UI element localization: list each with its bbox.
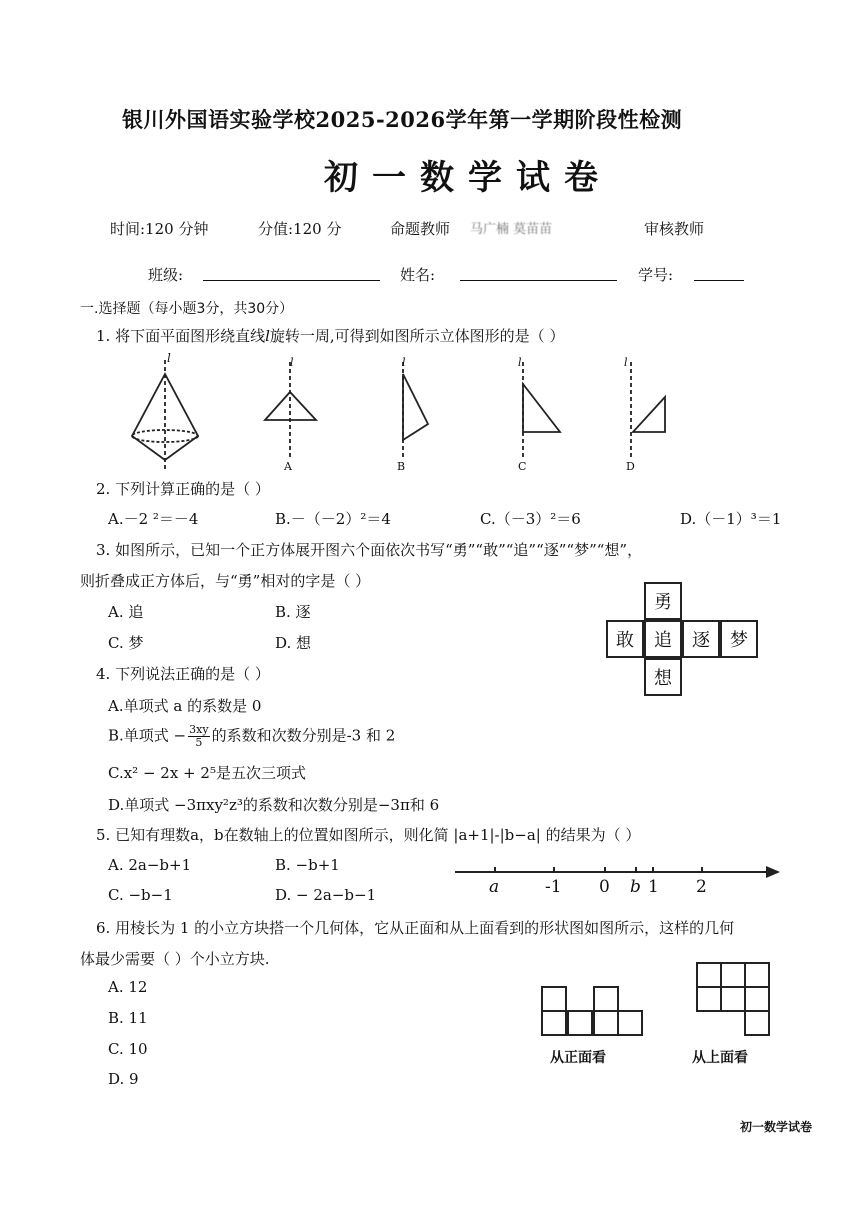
q6-option-c[interactable]: C. 10 [108,1040,148,1058]
q4-b-pre: B.单项式 − [108,726,187,745]
q1-option-b-figure [397,356,428,473]
q4-option-b[interactable] [108,724,395,749]
reviewer-label: 审核教师 [644,220,705,238]
q3-option-c[interactable]: C. 梦 [108,634,144,652]
number-label: 学号: [638,266,674,284]
q1-option-d-axis-label: l [624,356,628,369]
q1-figures [120,352,680,477]
net-face-1: 敢 [606,620,644,658]
q4-b-post: 的系数和次数分别是-3 和 2 [211,726,396,745]
number-field[interactable] [694,264,744,281]
q5-stem: 5. 已知有理数a，b在数轴上的位置如图所示，则化简 |a+1|-|b−a| 的结果为（ ） [96,826,641,844]
top-cell [720,962,746,988]
q6-option-a[interactable]: A. 12 [108,978,148,996]
setter-label: 命题教师 [390,220,451,238]
setter-name: 马广楠 莫苗苗 [470,222,553,237]
q1-option-a-axis-label: l [290,356,294,369]
front-cell [541,1010,567,1036]
q1-option-c-figure [518,356,560,473]
q4-b-den: 5 [195,736,203,749]
axis-label-a: a [489,877,500,897]
page-footer: 初一数学试卷 [740,1120,813,1134]
q5-option-c[interactable]: C. −b−1 [108,886,173,904]
axis-label-b: b [630,877,641,897]
q5-option-d[interactable]: D. − 2a−b−1 [275,886,377,904]
axis-label-neg1: -1 [545,877,562,897]
top-cell [696,986,722,1012]
q1-stem-text: 1. 将下面平面图形绕直线 [96,327,266,345]
axis-label-0: 0 [599,877,610,897]
q1-solid-axis-label: l [167,352,171,365]
exam-title: 银川外国语实验学校2025-2026学年第一学期阶段性检测 [122,107,683,132]
q1-option-d-figure [624,356,665,473]
top-cell [744,986,770,1012]
class-field[interactable] [203,264,380,281]
q4-b-num: 3xy [189,723,209,736]
q1-option-c-axis-label: l [518,356,522,369]
q1-stem-tail: 旋转一周,可得到如图所示立体图形的是（ ） [269,327,565,345]
q1-option-a-figure [265,356,316,473]
q6-option-b[interactable]: B. 11 [108,1009,148,1027]
net-face-bottom: 想 [644,658,682,696]
net-face-3: 逐 [682,620,720,658]
q3-stem-line2: 则折叠成正方体后，与“勇”相对的字是（ ） [80,572,371,590]
q1-solid-figure [132,352,198,470]
section-heading: 一.选择题（每小题3分，共30分） [80,301,294,317]
net-face-2: 追 [644,620,682,658]
q4-b-fraction [188,724,209,749]
q1-option-b-axis-label: l [402,356,406,369]
axis-label-2: 2 [696,877,707,897]
q1-stem [96,325,564,346]
q4-option-a[interactable]: A.单项式 a 的系数是 0 [108,697,262,715]
front-view-label: 从正面看 [550,1050,606,1066]
q1-option-c[interactable]: C [518,460,527,473]
q1-option-d[interactable]: D [626,460,635,473]
q5-number-line [450,858,786,900]
q1-option-a[interactable]: A [284,460,292,473]
top-view-label: 从上面看 [692,1050,748,1066]
q4-option-c[interactable]: C.x² − 2x + 2⁵是五次三项式 [108,764,306,782]
q3-option-a[interactable]: A. 追 [108,603,144,621]
q4-stem: 4. 下列说法正确的是（ ） [96,665,270,683]
net-face-top: 勇 [644,582,682,620]
top-cell [744,962,770,988]
front-cell [593,1010,619,1036]
q6-option-d[interactable]: D. 9 [108,1070,139,1088]
q5-option-a[interactable]: A. 2a−b+1 [108,856,192,874]
top-cell [696,962,722,988]
q4-option-d[interactable]: D.单项式 −3πxy²z³的系数和次数分别是−3π和 6 [108,796,440,814]
q5-option-b[interactable]: B. −b+1 [275,856,340,874]
front-cell [541,986,567,1012]
front-cell [567,1010,593,1036]
q2-option-d[interactable]: D.（－1）³＝1 [680,510,782,528]
exam-subtitle: 初一数学试卷 [324,158,612,198]
q6-stem-line1: 6. 用棱长为 1 的小立方块搭一个几何体，它从正面和从上面看到的形状图如图所示，这样的几何 [96,919,735,937]
top-cell [744,1010,770,1036]
q3-option-b[interactable]: B. 逐 [275,603,311,621]
q2-option-c[interactable]: C.（－3）²＝6 [480,510,581,528]
net-face-4: 梦 [720,620,758,658]
class-label: 班级: [148,266,184,284]
exam-score: 分值:120 分 [258,220,342,238]
exam-time: 时间:120 分钟 [110,220,209,238]
axis-label-1: 1 [648,877,659,897]
q1-option-b[interactable]: B [397,460,406,473]
front-cell [617,1010,643,1036]
q2-option-b[interactable]: B.－（－2）²＝4 [275,510,391,528]
q2-option-a[interactable]: A.－2 ²＝－4 [108,510,199,528]
front-cell [593,986,619,1012]
name-label: 姓名: [400,266,436,284]
top-cell [720,986,746,1012]
q2-stem: 2. 下列计算正确的是（ ） [96,480,270,498]
q6-stem-line2: 体最少需要（ ）个小立方块. [80,950,270,968]
name-field[interactable] [460,264,617,281]
q3-option-d[interactable]: D. 想 [275,634,312,652]
q3-stem-line1: 3. 如图所示，已知一个正方体展开图六个面依次书写“勇”“敢”“追”“逐”“梦”“想”， [96,541,643,559]
q1-stem-l: l [265,327,270,345]
